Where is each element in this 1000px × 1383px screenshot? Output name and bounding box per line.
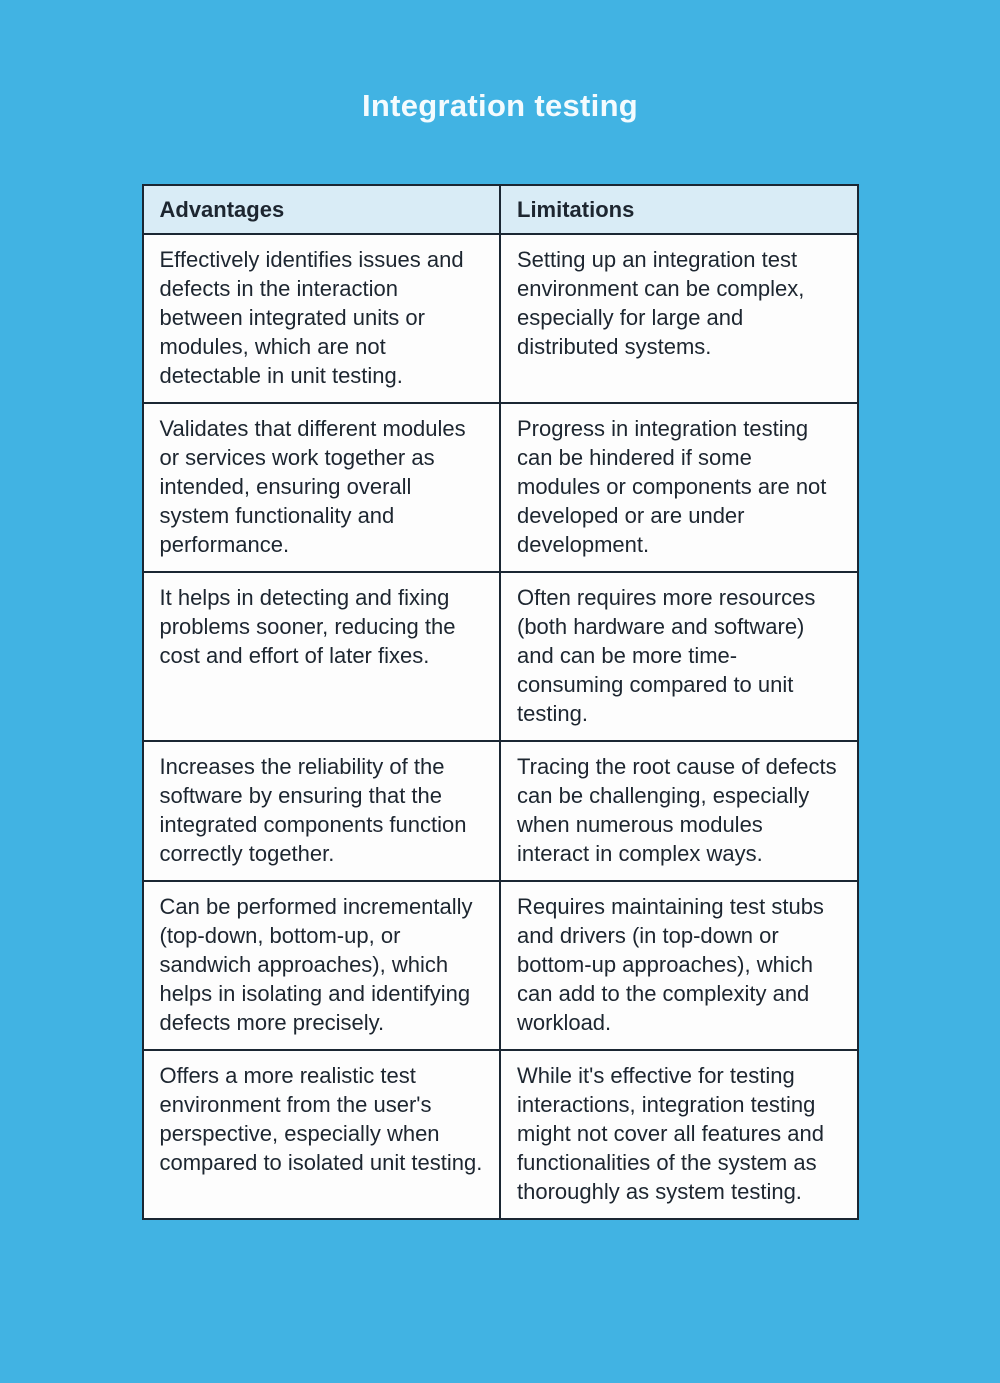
advantage-cell: Increases the reliability of the software by ensuring that the integrated components function correctly together.	[143, 741, 501, 881]
advantage-cell: Effectively identifies issues and defects in the interaction between integrated units or modules, which are not detectable in unit testing.	[143, 234, 501, 403]
advantage-cell: It helps in detecting and fixing problems sooner, reducing the cost and effort of later fixes.	[143, 572, 501, 741]
limitation-cell: Tracing the root cause of defects can be challenging, especially when numerous modules interact in complex ways.	[500, 741, 858, 881]
column-header-advantages: Advantages	[143, 185, 501, 234]
advantage-cell: Can be performed incrementally (top-down, bottom-up, or sandwich approaches), which helps in isolating and identifying defects more precisely.	[143, 881, 501, 1050]
page-title: Integration testing	[361, 88, 639, 123]
table-row	[143, 1050, 858, 1219]
table-row	[143, 881, 858, 1050]
table-row	[143, 234, 858, 403]
limitation-cell: Requires maintaining test stubs and drivers (in top-down or bottom-up approaches), which can add to the complexity and workload.	[500, 881, 858, 1050]
limitation-cell: Progress in integration testing can be hindered if some modules or components are not developed or are under development.	[500, 403, 858, 572]
advantage-cell: Offers a more realistic test environment from the user's perspective, especially when compared to isolated unit testing.	[143, 1050, 501, 1219]
comparison-table-container	[142, 184, 859, 1220]
table-row	[143, 572, 858, 741]
table-row	[143, 403, 858, 572]
advantage-cell: Validates that different modules or services work together as intended, ensuring overall system functionality and performance.	[143, 403, 501, 572]
integration-testing-table	[142, 184, 859, 1220]
table-row	[143, 741, 858, 881]
limitation-cell: Setting up an integration test environment can be complex, especially for large and distributed systems.	[500, 234, 858, 403]
table-header-row	[143, 185, 858, 234]
column-header-limitations: Limitations	[500, 185, 858, 234]
limitation-cell: Often requires more resources (both hardware and software) and can be more time-consuming compared to unit testing.	[500, 572, 858, 741]
limitation-cell: While it's effective for testing interactions, integration testing might not cover all features and functionalities of the system as thoroughly as system testing.	[500, 1050, 858, 1219]
